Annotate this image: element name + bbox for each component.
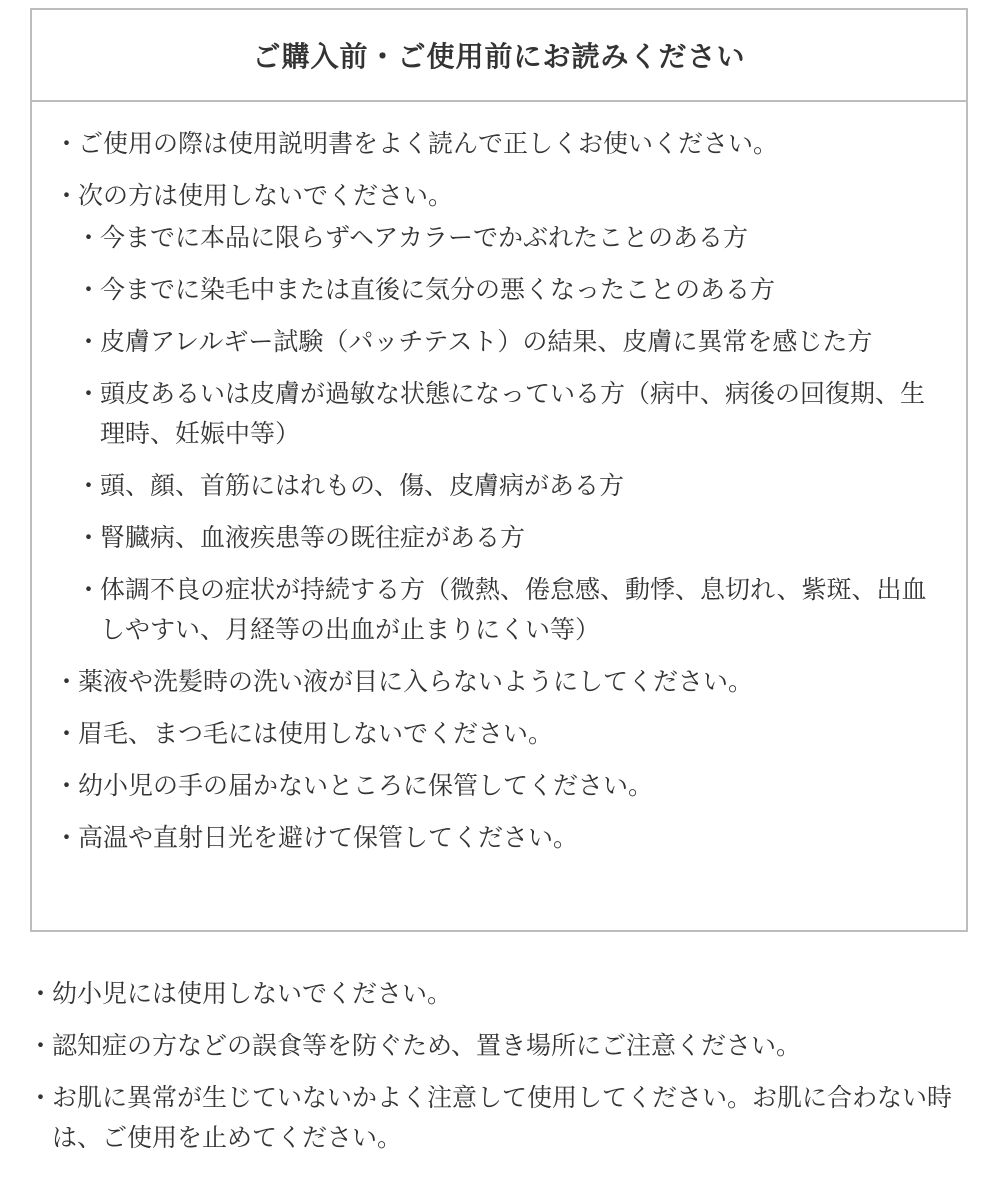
notice-title: ご購入前・ご使用前にお読みください bbox=[252, 40, 746, 73]
notice-header bbox=[32, 10, 966, 102]
sub-list-item bbox=[54, 374, 946, 454]
sub-list-item bbox=[54, 218, 946, 258]
outside-notes bbox=[28, 974, 972, 1170]
sub-list-item bbox=[54, 570, 946, 650]
list-item bbox=[54, 662, 946, 702]
note-item bbox=[28, 1026, 972, 1066]
list-item-text: 次の方は使用しないでください。 bbox=[78, 181, 454, 210]
sub-list-item bbox=[54, 466, 946, 506]
notice-box bbox=[30, 8, 968, 932]
sub-list-item bbox=[54, 270, 946, 310]
list-item-text: 眉毛、まつ毛には使用しないでください。 bbox=[78, 719, 554, 748]
bullet: ・ bbox=[28, 979, 54, 1008]
bullet: ・ bbox=[76, 327, 102, 356]
list-item bbox=[54, 714, 946, 754]
bullet: ・ bbox=[76, 471, 102, 500]
note-item bbox=[28, 974, 972, 1014]
bullet: ・ bbox=[54, 719, 80, 748]
sub-list-item bbox=[54, 322, 946, 362]
note-item-text: 幼小児には使用しないでください。 bbox=[52, 979, 453, 1008]
list-item-text: ご使用の際は使用説明書をよく読んで正しくお使いください。 bbox=[78, 129, 779, 158]
list-item-text: 薬液や洗髪時の洗い液が目に入らないようにしてください。 bbox=[78, 667, 754, 696]
list-item bbox=[54, 818, 946, 858]
list-item-text: 高温や直射日光を避けて保管してください。 bbox=[78, 823, 579, 852]
bullet: ・ bbox=[76, 575, 102, 604]
sub-list-item-text: 今までに本品に限らずヘアカラーでかぶれたことのある方 bbox=[100, 223, 749, 252]
list-item bbox=[54, 766, 946, 806]
notice-body bbox=[32, 102, 966, 858]
sub-list-item-text: 頭皮あるいは皮膚が過敏な状態になっている方（病中、病後の回復期、生理時、妊娠中等） bbox=[100, 379, 926, 448]
list-item-text: 幼小児の手の届かないところに保管してください。 bbox=[78, 771, 654, 800]
bullet: ・ bbox=[76, 223, 102, 252]
bullet: ・ bbox=[54, 667, 80, 696]
note-item bbox=[28, 1078, 972, 1158]
sub-list-item bbox=[54, 518, 946, 558]
bullet: ・ bbox=[76, 523, 102, 552]
bullet: ・ bbox=[28, 1083, 54, 1112]
sub-list-item-text: 体調不良の症状が持続する方（微熱、倦怠感、動悸、息切れ、紫斑、出血しやすい、月経等の出血が止まりにくい等） bbox=[100, 575, 927, 644]
sub-list-item-text: 腎臓病、血液疾患等の既往症がある方 bbox=[100, 523, 526, 552]
note-item-text: 認知症の方などの誤食等を防ぐため、置き場所にご注意ください。 bbox=[52, 1031, 802, 1060]
bullet: ・ bbox=[54, 823, 80, 852]
bullet: ・ bbox=[28, 1031, 54, 1060]
sub-list-item-text: 皮膚アレルギー試験（パッチテスト）の結果、皮膚に異常を感じた方 bbox=[100, 327, 873, 356]
bullet: ・ bbox=[54, 181, 80, 210]
bullet: ・ bbox=[76, 275, 102, 304]
sub-list-item-text: 今までに染毛中または直後に気分の悪くなったことのある方 bbox=[100, 275, 776, 304]
bullet: ・ bbox=[54, 771, 80, 800]
list-item bbox=[54, 124, 946, 164]
sub-list-item-text: 頭、顔、首筋にはれもの、傷、皮膚病がある方 bbox=[100, 471, 625, 500]
bullet: ・ bbox=[54, 129, 80, 158]
bullet: ・ bbox=[76, 379, 102, 408]
note-item-text: お肌に異常が生じていないかよく注意して使用してください。お肌に合わない時は、ご使用を止めてください。 bbox=[52, 1083, 953, 1152]
list-item bbox=[54, 176, 946, 216]
